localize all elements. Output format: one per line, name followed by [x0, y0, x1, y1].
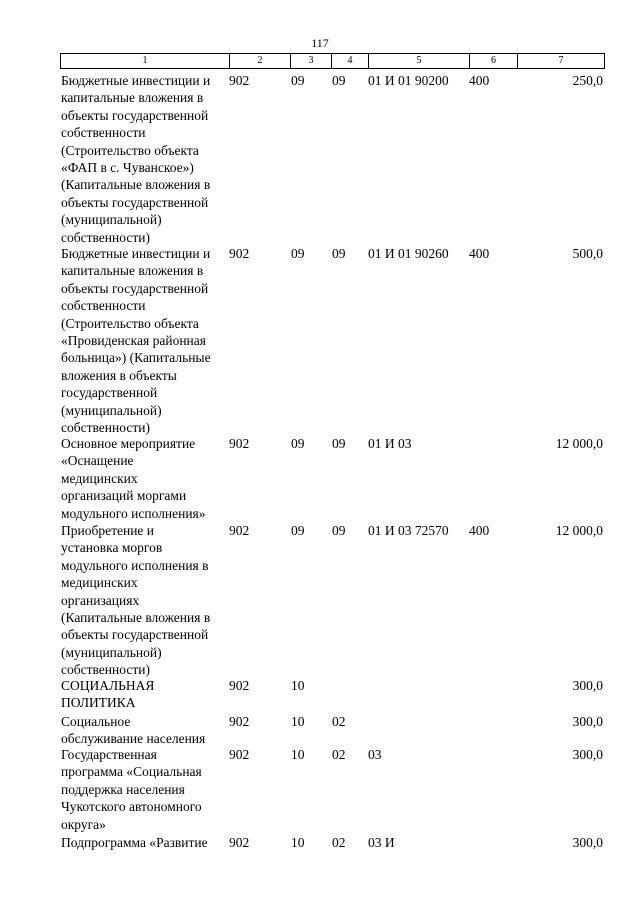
header-col-5: 5 — [369, 54, 470, 68]
row-name-line: Бюджетные инвестиции и — [61, 246, 211, 261]
row-name-line: (Капитальные вложения в — [61, 177, 211, 193]
row-name — [61, 435, 206, 522]
row-csr: 01 И 03 72570 — [368, 523, 449, 538]
row-name-line: модульного исполнения» — [61, 505, 206, 521]
row-name-line: поддержка населения — [61, 781, 185, 797]
row-name-line: собственности — [61, 298, 146, 314]
row-name-line: (Строительство объекта — [61, 142, 199, 158]
row-name-line: «Провиденская районная — [61, 333, 206, 349]
row-csr: 03 И — [368, 835, 395, 850]
row-vr: 400 — [469, 73, 490, 88]
row-name-line: государственной — [61, 385, 158, 401]
row-name-line: обслуживание населения — [61, 731, 206, 747]
row-razdel: 09 — [291, 246, 305, 261]
row-name-line: округа» — [61, 816, 106, 832]
row-name-line: СОЦИАЛЬНАЯ — [61, 678, 155, 693]
row-sum: 500,0 — [572, 246, 603, 261]
row-grbs: 902 — [229, 246, 250, 261]
row-grbs: 902 — [229, 436, 250, 451]
row-name-line: собственности) — [61, 420, 150, 436]
row-grbs: 902 — [229, 747, 250, 762]
row-name-line: установка моргов — [61, 540, 163, 556]
row-podrazdel: 09 — [332, 523, 346, 538]
row-name-line: (муниципальной) — [61, 212, 162, 228]
header-col-3: 3 — [291, 54, 332, 68]
row-podrazdel: 09 — [332, 436, 346, 451]
row-name-line: (Капитальные вложения в — [61, 610, 211, 626]
row-name-line: организаций моргами — [61, 488, 187, 504]
row-name-line: (муниципальной) — [61, 644, 162, 660]
row-grbs: 902 — [229, 678, 250, 693]
row-name — [61, 677, 154, 712]
row-razdel: 10 — [291, 747, 305, 762]
row-name — [61, 834, 208, 851]
row-name-line: Чукотского автономного — [61, 799, 202, 815]
row-sum: 250,0 — [572, 73, 603, 88]
header-col-4: 4 — [332, 54, 369, 68]
row-name-line: больница») (Капитальные — [61, 350, 211, 366]
row-name-line: Основное мероприятие — [61, 436, 196, 451]
row-grbs: 902 — [229, 73, 250, 88]
row-name-line: объекты государственной — [61, 107, 209, 123]
row-razdel: 10 — [291, 714, 305, 729]
row-name-line: медицинских — [61, 575, 138, 591]
table-header — [60, 53, 605, 69]
row-name-line: «Оснащение — [61, 453, 134, 469]
row-name — [61, 245, 211, 436]
row-name-line: организациях — [61, 592, 140, 608]
row-razdel: 10 — [291, 835, 305, 850]
row-razdel: 09 — [291, 436, 305, 451]
row-vr: 400 — [469, 523, 490, 538]
row-name-line: ПОЛИТИКА — [61, 695, 136, 711]
page-number: 117 — [311, 36, 329, 50]
row-name-line: Приобретение и — [61, 523, 155, 538]
row-name-line: объекты государственной — [61, 280, 209, 296]
row-name-line: объекты государственной — [61, 194, 209, 210]
row-name-line: модульного исполнения в — [61, 557, 209, 573]
row-podrazdel: 02 — [332, 835, 346, 850]
row-csr: 01 И 01 90200 — [368, 73, 449, 88]
row-name-line: Государственная — [61, 747, 157, 762]
row-podrazdel: 09 — [332, 246, 346, 261]
row-vr: 400 — [469, 246, 490, 261]
row-name-line: вложения в объекты — [61, 367, 177, 383]
row-razdel: 09 — [291, 523, 305, 538]
row-grbs: 902 — [229, 714, 250, 729]
header-col-2: 2 — [230, 54, 291, 68]
row-name-line: Социальное — [61, 714, 131, 729]
row-sum: 12 000,0 — [555, 523, 603, 538]
row-name-line: собственности) — [61, 662, 150, 678]
row-sum: 300,0 — [572, 678, 603, 693]
row-name-line: капитальные вложения в — [61, 263, 204, 279]
row-csr: 01 И 03 — [368, 436, 412, 451]
row-csr: 01 И 01 90260 — [368, 246, 449, 261]
row-razdel: 10 — [291, 678, 305, 693]
row-sum: 12 000,0 — [555, 436, 603, 451]
row-sum: 300,0 — [572, 835, 603, 850]
row-sum: 300,0 — [572, 714, 603, 729]
row-name-line: медицинских — [61, 470, 138, 486]
row-razdel: 09 — [291, 73, 305, 88]
row-grbs: 902 — [229, 835, 250, 850]
row-name-line: (муниципальной) — [61, 402, 162, 418]
row-name-line: Подпрограмма «Развитие — [61, 835, 208, 850]
row-podrazdel: 09 — [332, 73, 346, 88]
row-grbs: 902 — [229, 523, 250, 538]
row-podrazdel: 02 — [332, 714, 346, 729]
row-name-line: собственности) — [61, 229, 150, 245]
header-col-1: 1 — [61, 54, 230, 68]
row-csr: 03 — [368, 747, 382, 762]
header-col-6: 6 — [470, 54, 518, 68]
row-podrazdel: 02 — [332, 747, 346, 762]
header-col-7: 7 — [558, 55, 564, 66]
row-name — [61, 522, 210, 679]
row-name-line: «ФАП в с. Чуванское») — [61, 160, 194, 176]
row-name-line: объекты государственной — [61, 627, 209, 643]
row-name-line: собственности — [61, 125, 146, 141]
row-name — [61, 746, 202, 833]
row-name-line: капитальные вложения в — [61, 90, 204, 106]
row-name — [61, 713, 205, 748]
row-name-line: Бюджетные инвестиции и — [61, 73, 211, 88]
row-name — [61, 72, 210, 246]
row-name-line: (Строительство объекта — [61, 315, 199, 331]
row-sum: 300,0 — [572, 747, 603, 762]
row-name-line: программа «Социальная — [61, 764, 202, 780]
